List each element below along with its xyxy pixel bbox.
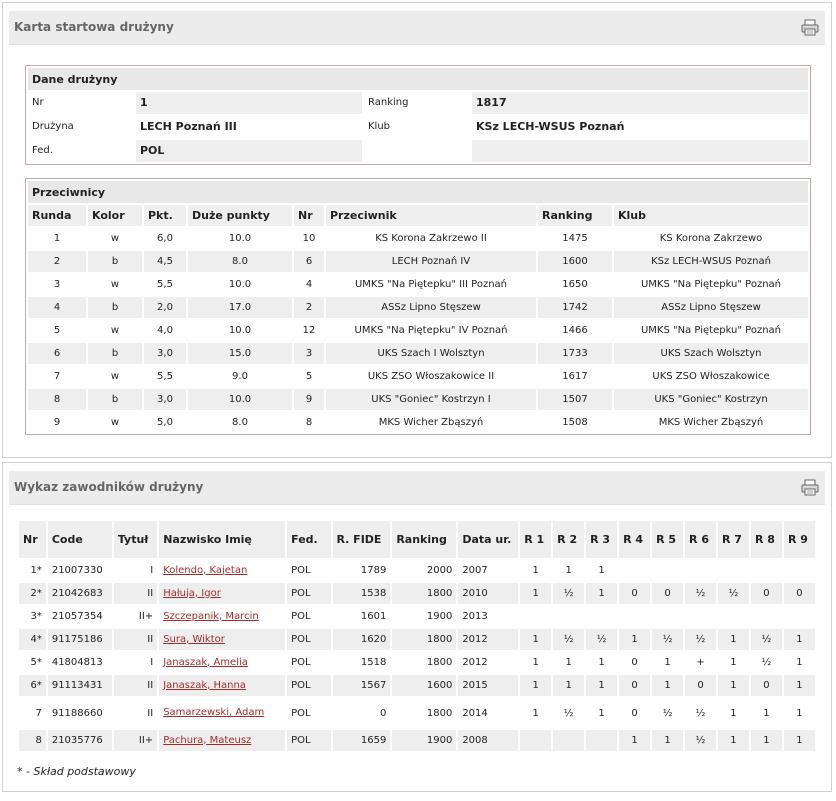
opponents-box — [25, 178, 811, 435]
player-row — [19, 629, 815, 650]
player-cell: 0 — [619, 675, 650, 696]
player-cell: POL — [287, 583, 330, 604]
player-cell: 8 — [19, 730, 46, 751]
player-cell: 2010 — [458, 583, 518, 604]
opponent-cell: UMKS "Na Piętерku" Poznań — [640, 325, 782, 336]
opponent-cell: 6 — [294, 251, 324, 272]
player-cell: 3* — [30, 611, 42, 622]
player-name-link[interactable]: Hałuja, Igor — [163, 587, 221, 599]
player-cell: 1 — [619, 629, 650, 650]
opponents-col-header: Nr — [294, 205, 324, 226]
players-col-header: Tytuł — [114, 521, 157, 558]
player-cell: 1538 — [333, 583, 391, 604]
player-cell: 21007330 — [51, 565, 103, 576]
opponent-cell: UKS "Goniec" Kostrzyn I — [326, 389, 536, 410]
players-col-header: R 2 — [553, 521, 584, 558]
player-cell: 2014 — [462, 707, 488, 719]
player-cell — [553, 730, 584, 751]
players-col-header: Nazwisko Imię — [159, 521, 285, 558]
player-cell: 0 — [751, 675, 782, 696]
opponent-cell: w — [110, 325, 120, 336]
opponent-cell: 9.0 — [232, 371, 248, 382]
player-cell: II — [114, 629, 157, 650]
players-col-header: R 9 — [784, 521, 815, 558]
player-cell: 2012 — [458, 629, 518, 650]
player-cell: + — [696, 657, 705, 668]
player-row — [19, 606, 815, 627]
opponent-row — [28, 320, 808, 341]
opponent-row — [28, 228, 808, 249]
opponent-cell: w — [110, 371, 120, 382]
team-value: LECH Poznań III — [140, 120, 237, 133]
player-row — [19, 560, 815, 581]
player-name-cell — [159, 583, 285, 604]
players-col-header: Nr — [19, 521, 46, 558]
player-cell: 21057354 — [51, 611, 103, 622]
player-cell: 41804813 — [51, 657, 103, 668]
player-cell: 1620 — [333, 629, 391, 650]
opponent-cell: 5,0 — [157, 417, 173, 428]
opponent-cell: 1475 — [562, 233, 588, 244]
ranking-value: 1817 — [472, 92, 808, 114]
opponent-cell: b — [88, 297, 142, 318]
opponent-cell: 2 — [294, 297, 324, 318]
player-cell — [685, 606, 716, 627]
player-cell: 1* — [30, 565, 42, 576]
nr-label: Nr — [32, 97, 44, 108]
opponent-cell: 10.0 — [228, 279, 252, 290]
player-cell: ½ — [685, 730, 716, 751]
opponent-cell: 8 — [28, 389, 86, 410]
player-cell — [718, 560, 749, 581]
player-cell: II — [147, 707, 154, 719]
player-cell: 1 — [652, 675, 683, 696]
opponent-cell: 8.0 — [188, 251, 292, 272]
player-row — [19, 583, 815, 604]
player-cell: 1 — [565, 657, 572, 668]
opponent-cell: 10 — [302, 233, 316, 244]
opponent-cell: 1 — [53, 233, 61, 244]
player-cell: II — [114, 675, 157, 696]
opponent-cell: b — [88, 343, 142, 364]
player-cell — [520, 606, 551, 627]
players-header — [9, 471, 825, 505]
opponent-cell: 2 — [28, 251, 86, 272]
player-name-cell — [159, 730, 285, 751]
player-cell — [619, 560, 650, 581]
opponents-heading: Przeciwnicy — [28, 181, 808, 203]
player-cell: 1900 — [426, 611, 453, 622]
player-name-link[interactable]: Pachura, Mateusz — [163, 734, 252, 746]
player-cell: 1600 — [392, 675, 456, 696]
player-cell: 2013 — [462, 611, 488, 622]
opponent-row — [28, 251, 808, 272]
opponent-cell: MKS Wicher Zbąszyń — [658, 417, 764, 428]
opponent-row — [28, 366, 808, 387]
player-name-cell — [159, 675, 285, 696]
player-cell: 21042683 — [48, 583, 112, 604]
player-cell: I — [150, 657, 154, 668]
opponent-cell: UKS "Goniec" Kostrzyn — [614, 389, 808, 410]
fed-value: POL — [136, 140, 362, 162]
player-name-cell — [159, 606, 285, 627]
player-cell: 1659 — [333, 730, 391, 751]
players-col-header: R 3 — [586, 521, 617, 558]
player-cell: 1 — [532, 565, 539, 576]
player-cell: POL — [287, 730, 330, 751]
player-cell — [751, 560, 782, 581]
footnote: * - Skład podstawowy — [17, 765, 136, 778]
opponent-cell: 7 — [53, 371, 61, 382]
player-cell: 0 — [751, 583, 782, 604]
opponent-cell: 3 — [294, 343, 324, 364]
player-cell: 1800 — [392, 629, 456, 650]
players-col-header: R. FIDE — [333, 521, 391, 558]
player-cell: 2015 — [458, 675, 518, 696]
player-name-link[interactable]: Kolendo, Kajetan — [163, 564, 248, 576]
player-cell: 1 — [730, 707, 737, 719]
print-icon[interactable] — [801, 479, 819, 496]
opponents-col-header: Ranking — [538, 205, 612, 226]
player-cell: 1 — [730, 657, 737, 668]
opponent-cell: 1733 — [538, 343, 612, 364]
player-cell: 1789 — [360, 565, 387, 576]
player-cell: POL — [287, 629, 330, 650]
players-col-header: R 6 — [685, 521, 716, 558]
opponent-cell: 5 — [305, 371, 313, 382]
player-cell — [520, 730, 551, 751]
opponent-cell: 1466 — [562, 325, 588, 336]
player-cell: 1567 — [333, 675, 391, 696]
player-cell — [784, 606, 815, 627]
opponent-cell: KS Korona Zakrzewo II — [375, 233, 487, 244]
player-row — [19, 730, 815, 751]
opponents-col-header: Klub — [614, 205, 808, 226]
player-cell: 2000 — [426, 565, 453, 576]
player-cell: 2007 — [462, 565, 488, 576]
team-card-header — [9, 11, 825, 45]
player-cell: 0 — [784, 583, 815, 604]
details-row-team — [28, 116, 808, 138]
opponent-cell: 8.0 — [232, 417, 248, 428]
opponent-cell: w — [110, 233, 120, 244]
opponent-cell: 5 — [53, 325, 61, 336]
player-cell: 1 — [763, 707, 770, 719]
opponent-cell: 3 — [53, 279, 61, 290]
opponent-cell: 15.0 — [188, 343, 292, 364]
player-cell: 1518 — [360, 657, 387, 668]
player-cell: 1 — [664, 657, 671, 668]
player-cell: 1 — [652, 730, 683, 751]
player-cell: 0 — [619, 583, 650, 604]
player-row — [19, 698, 815, 728]
player-cell: I — [150, 565, 154, 576]
opponent-cell: MKS Wicher Zbąszyń — [378, 417, 484, 428]
player-cell: 1 — [751, 730, 782, 751]
player-name-link[interactable]: Janaszak, Hanna — [163, 679, 246, 691]
player-cell: 6* — [19, 675, 46, 696]
nr-value: 1 — [136, 92, 362, 114]
opponent-cell: 4,0 — [157, 325, 173, 336]
player-cell: ½ — [685, 583, 716, 604]
player-cell: POL — [291, 565, 311, 576]
opponent-row — [28, 389, 808, 410]
opponent-cell: 6,0 — [157, 233, 173, 244]
opponent-row — [28, 412, 808, 433]
opponent-cell: 5,5 — [157, 279, 173, 290]
player-cell: 1601 — [360, 611, 387, 622]
empty-label — [364, 140, 470, 162]
player-cell: POL — [291, 657, 311, 668]
opponent-cell: 5,5 — [157, 371, 173, 382]
player-name-cell — [159, 652, 285, 673]
player-cell: 1 — [619, 730, 650, 751]
print-icon[interactable] — [801, 19, 819, 36]
player-name-link[interactable]: Szczepanik, Marcin — [163, 610, 259, 622]
player-name-link[interactable]: Janaszak, Amelia — [163, 656, 248, 668]
opponent-cell: KS Korona Zakrzewo — [659, 233, 763, 244]
player-cell: 0 — [652, 583, 683, 604]
opponent-cell: 1600 — [538, 251, 612, 272]
player-cell: 1 — [784, 675, 815, 696]
opponent-cell: ASSz Lipno Stęszew — [614, 297, 808, 318]
player-cell: ½ — [662, 707, 673, 719]
players-col-header: R 8 — [751, 521, 782, 558]
player-cell: 1900 — [392, 730, 456, 751]
empty-value — [472, 140, 808, 162]
player-cell: 1 — [532, 657, 539, 668]
player-cell: 1800 — [426, 707, 453, 719]
opponent-cell: UKS Szach I Wolsztyn — [326, 343, 536, 364]
player-cell: 2008 — [458, 730, 518, 751]
opponent-cell: 1650 — [562, 279, 588, 290]
player-cell: 1 — [598, 707, 605, 719]
opponents-col-header: Przeciwnik — [326, 205, 536, 226]
player-cell — [784, 560, 815, 581]
player-cell: 1 — [532, 707, 539, 719]
player-cell: 1 — [520, 583, 551, 604]
player-cell: 1 — [586, 583, 617, 604]
club-value: KSz LECH-WSUS Poznań — [476, 120, 625, 133]
player-name-link[interactable]: Samarzewski, Adam — [163, 707, 265, 718]
player-cell — [586, 606, 617, 627]
opponent-cell: 4 — [28, 297, 86, 318]
opponent-cell: 1742 — [538, 297, 612, 318]
player-cell: POL — [291, 611, 311, 622]
player-cell: 1800 — [392, 583, 456, 604]
team-card-title: Karta startowa drużyny — [14, 20, 174, 34]
player-cell: 1 — [796, 657, 803, 668]
player-name-cell — [159, 560, 285, 581]
opponent-cell: 9 — [294, 389, 324, 410]
fed-label: Fed. — [32, 145, 53, 156]
opponent-cell: LECH Poznań IV — [326, 251, 536, 272]
player-cell: 2* — [19, 583, 46, 604]
player-cell — [751, 606, 782, 627]
player-cell: ½ — [695, 707, 706, 719]
players-col-header: Code — [48, 521, 112, 558]
player-cell: 1 — [718, 675, 749, 696]
opponent-cell: b — [88, 251, 142, 272]
players-col-header: R 7 — [718, 521, 749, 558]
opponent-cell: UMKS "Na Piętерku" Poznań — [640, 279, 782, 290]
players-col-header: R 1 — [520, 521, 551, 558]
players-col-header: Ranking — [392, 521, 456, 558]
player-cell: 2012 — [462, 657, 488, 668]
opponent-cell: b — [88, 389, 142, 410]
opponent-cell: 6 — [28, 343, 86, 364]
opponent-cell: 1508 — [562, 417, 588, 428]
player-cell — [619, 606, 650, 627]
opponent-cell: 1617 — [562, 371, 588, 382]
opponents-col-header: Kolor — [88, 205, 142, 226]
opponent-cell: 3,0 — [144, 343, 186, 364]
team-label: Drużyna — [32, 121, 74, 132]
player-cell — [718, 606, 749, 627]
player-cell: ½ — [685, 629, 716, 650]
opponent-cell: UKS ZSO Włoszakowice — [652, 371, 770, 382]
player-cell: 1 — [796, 707, 803, 719]
club-label: Klub — [368, 121, 391, 132]
details-row-fed — [28, 140, 808, 162]
opponents-col-header: Pkt. — [144, 205, 186, 226]
player-cell: 91188660 — [51, 707, 103, 719]
opponent-cell: 10.0 — [188, 389, 292, 410]
opponents-col-header: Runda — [28, 205, 86, 226]
player-cell: 1 — [586, 675, 617, 696]
player-cell: 1 — [718, 629, 749, 650]
player-row — [19, 652, 815, 673]
opponents-col-header: Duże punkty — [188, 205, 292, 226]
opponent-cell: 17.0 — [188, 297, 292, 318]
opponent-row — [28, 274, 808, 295]
player-cell: 1 — [553, 675, 584, 696]
opponents-table — [26, 203, 810, 435]
opponent-cell: UMKS "Na Piętерku" IV Poznań — [354, 325, 508, 336]
players-title: Wykaz zawodników drużyny — [14, 480, 204, 494]
player-cell: II — [114, 583, 157, 604]
opponent-cell: 12 — [302, 325, 316, 336]
players-col-header: R 5 — [652, 521, 683, 558]
opponent-cell: 10.0 — [228, 233, 252, 244]
player-cell: ½ — [563, 707, 574, 719]
player-cell: 4* — [19, 629, 46, 650]
player-cell: ½ — [718, 583, 749, 604]
player-cell: 0 — [631, 657, 638, 668]
player-cell: 1 — [520, 675, 551, 696]
opponent-row — [28, 297, 808, 318]
player-cell: ½ — [553, 583, 584, 604]
opponent-cell: 10.0 — [228, 325, 252, 336]
details-row-nr — [28, 92, 808, 114]
player-cell: 0 — [685, 675, 716, 696]
opponent-cell: 8 — [305, 417, 313, 428]
player-cell: II+ — [138, 611, 154, 622]
opponent-cell: w — [110, 417, 120, 428]
player-cell: 1 — [520, 629, 551, 650]
player-cell: 0 — [631, 707, 638, 719]
player-cell: ½ — [751, 629, 782, 650]
player-cell: 21035776 — [48, 730, 112, 751]
opponent-cell: 3,0 — [144, 389, 186, 410]
player-cell: 7 — [35, 707, 42, 719]
player-cell: II+ — [114, 730, 157, 751]
ranking-label: Ranking — [368, 97, 409, 108]
player-cell: 91175186 — [48, 629, 112, 650]
opponent-cell: 9 — [53, 417, 61, 428]
players-col-header: Fed. — [287, 521, 330, 558]
player-cell: 0 — [379, 707, 387, 719]
opponent-cell: 1507 — [538, 389, 612, 410]
player-cell: ½ — [553, 629, 584, 650]
players-panel — [2, 462, 832, 792]
team-details-box — [25, 65, 811, 165]
player-cell: ½ — [761, 657, 772, 668]
opponent-cell: KSz LECH-WSUS Poznań — [614, 251, 808, 272]
player-cell: POL — [291, 707, 311, 719]
player-cell — [586, 730, 617, 751]
player-cell: 1 — [598, 565, 605, 576]
player-name-link[interactable]: Sura, Wiktor — [163, 633, 225, 645]
player-cell — [652, 606, 683, 627]
player-cell — [652, 560, 683, 581]
opponent-cell: 2,0 — [144, 297, 186, 318]
player-name-cell — [159, 698, 285, 728]
team-details-heading: Dane drużyny — [28, 68, 808, 90]
opponent-cell: UKS ZSO Włoszakowice II — [367, 371, 495, 382]
player-name-cell — [159, 629, 285, 650]
player-cell: POL — [287, 675, 330, 696]
player-cell: 91113431 — [48, 675, 112, 696]
player-row — [19, 675, 815, 696]
player-cell: 1800 — [426, 657, 453, 668]
player-cell: ½ — [652, 629, 683, 650]
opponent-row — [28, 343, 808, 364]
players-table — [17, 519, 817, 753]
player-cell: 1 — [565, 565, 572, 576]
opponent-cell: ASSz Lipno Stęszew — [326, 297, 536, 318]
player-cell: 5* — [30, 657, 42, 668]
player-cell: 1 — [598, 657, 605, 668]
opponent-cell: UMKS "Na Piętерku" III Poznań — [354, 279, 508, 290]
player-cell: ½ — [586, 629, 617, 650]
opponent-cell: w — [110, 279, 120, 290]
team-card-panel — [2, 2, 832, 458]
players-col-header: Data ur. — [458, 521, 518, 558]
opponent-cell: 4 — [305, 279, 313, 290]
player-cell: 1 — [718, 730, 749, 751]
player-cell — [685, 560, 716, 581]
opponent-cell: 4,5 — [144, 251, 186, 272]
player-cell: 1 — [784, 730, 815, 751]
opponent-cell: UKS Szach Wolsztyn — [614, 343, 808, 364]
players-col-header: R 4 — [619, 521, 650, 558]
player-cell: 1 — [784, 629, 815, 650]
player-cell — [553, 606, 584, 627]
